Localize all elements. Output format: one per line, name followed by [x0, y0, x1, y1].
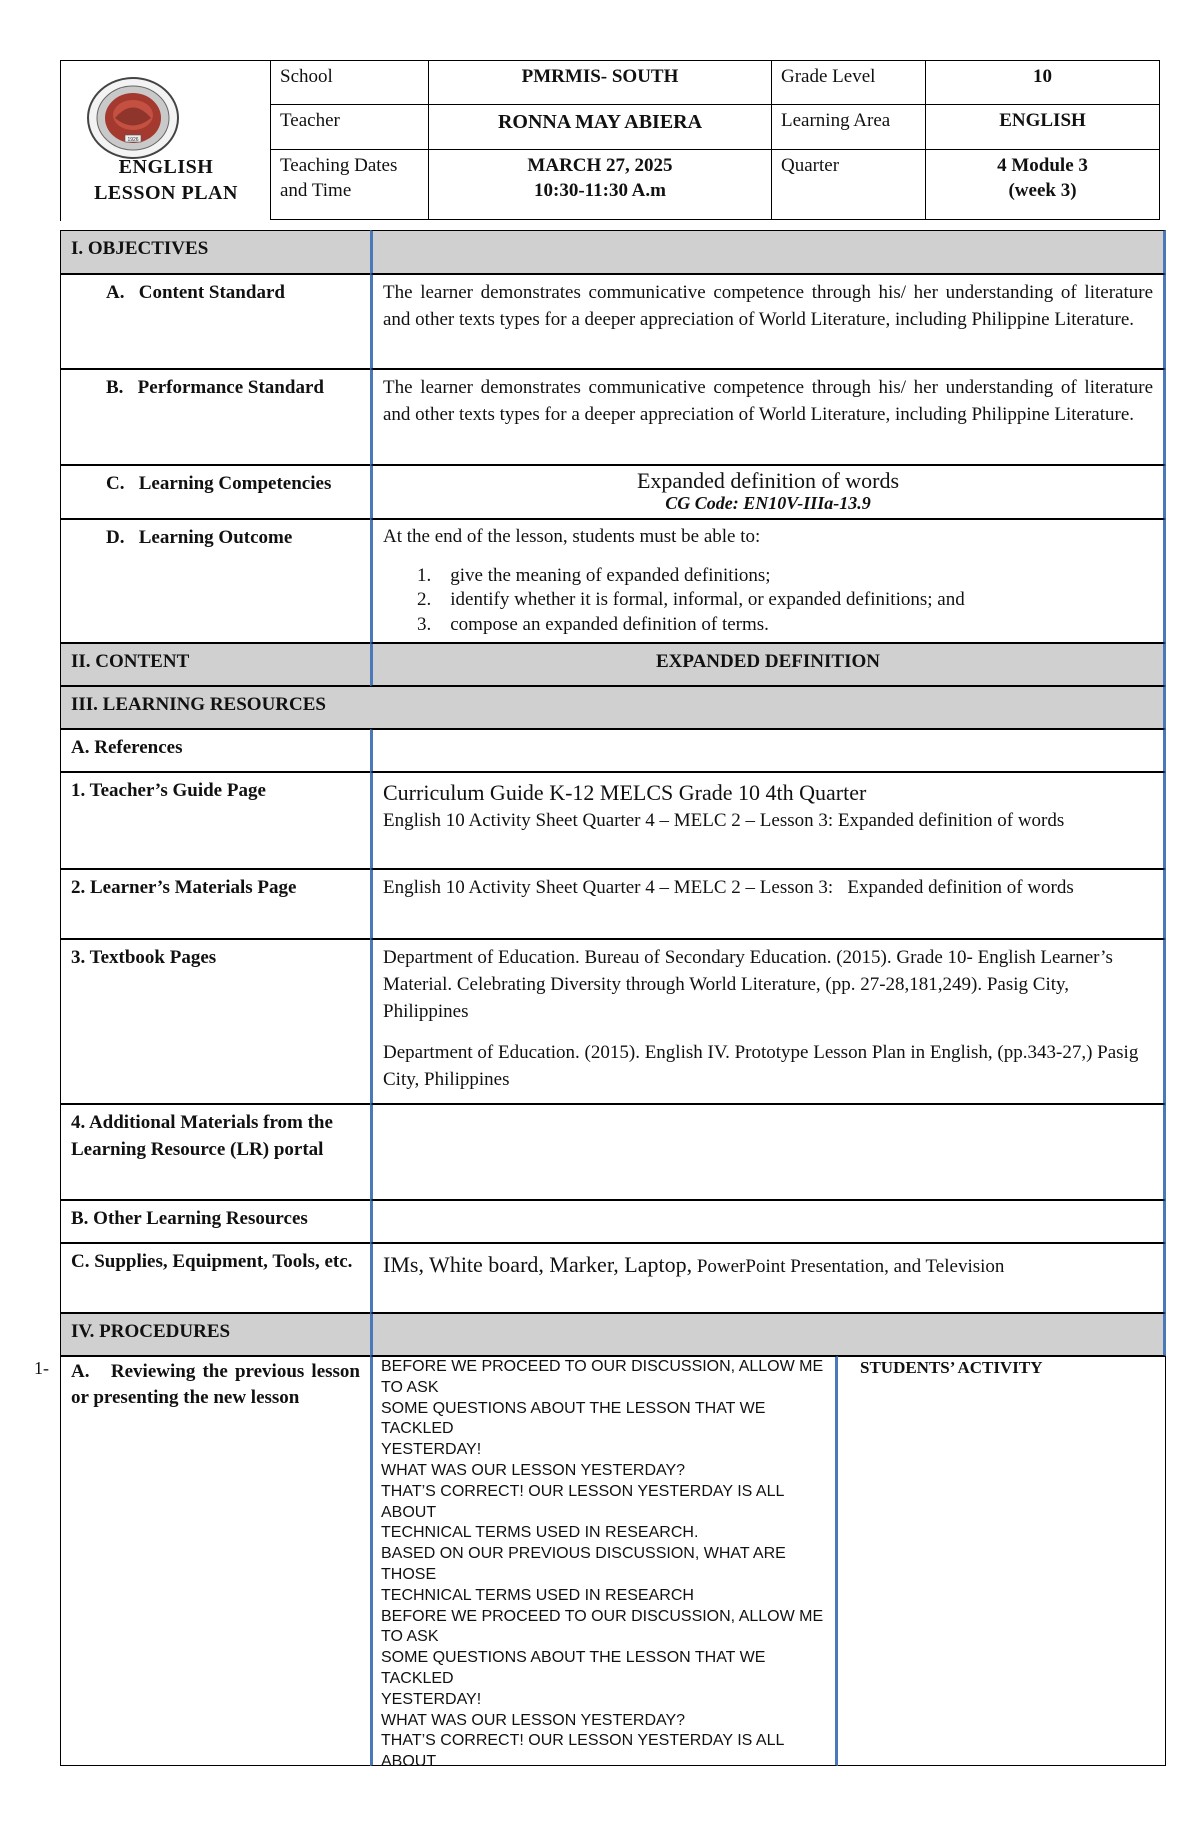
references-label: A. References — [60, 729, 370, 772]
teacher-line: SOME QUESTIONS ABOUT THE LESSON THAT WE TACKLED — [381, 1649, 766, 1687]
outcome-item: 3. compose an expanded definition of terms. — [417, 614, 769, 636]
textbook-reference-1: Department of Education. Bureau of Secondary Education. (2015). Grade 10- English Learner’s Material. Celebrating Diversity through World Literature, (pp. 27-28,181,249). Pasig City, Philippines — [383, 947, 1113, 1022]
references-blank — [370, 729, 1166, 772]
performance-standard-text: The learner demonstrates communicative competence through his/ her understanding of literature and other texts types for a deeper appreciation of World Literature, including Philippine Literature. — [370, 369, 1166, 465]
teachers-guide-line-2: English 10 Activity Sheet Quarter 4 – MELC 2 – Lesson 3: Expanded definition of words — [383, 810, 1065, 832]
teacher-line: YESTERDAY! — [381, 1690, 482, 1708]
supplies-label: C. Supplies, Equipment, Tools, etc. — [60, 1243, 370, 1313]
outcome-intro: At the end of the lesson, students must be able to: — [383, 526, 761, 547]
quarter-label: Quarter — [771, 149, 926, 220]
supplies-text-main: IMs, White board, Marker, Laptop, — [383, 1252, 693, 1277]
textbook-pages-label: 3. Textbook Pages — [60, 939, 370, 1104]
outcome-item: 2. identify whether it is formal, informal, or expanded definitions; and — [417, 589, 965, 611]
learners-materials-text: English 10 Activity Sheet Quarter 4 – MELC 2 – Lesson 3: Expanded definition of words — [370, 869, 1166, 939]
learning-competencies-row — [60, 465, 1166, 519]
learners-materials-row — [60, 869, 1166, 939]
additional-materials-row — [60, 1104, 1166, 1200]
references-row — [60, 729, 1166, 772]
teacher-activity-cell — [370, 1356, 838, 1771]
teacher-line: WHAT WAS OUR LESSON YESTERDAY? — [381, 1711, 686, 1729]
grade-value: 10 — [925, 60, 1160, 105]
resources-header-row — [60, 686, 1166, 729]
teacher-line: BASED ON OUR PREVIOUS DISCUSSION, WHAT ARE THOSE — [381, 1545, 786, 1583]
supplies-row — [60, 1243, 1166, 1313]
teacher-line: THAT’S CORRECT! OUR LESSON YESTERDAY IS ALL ABOUT — [381, 1732, 784, 1771]
quarter-value-line-2: (week 3) — [1008, 179, 1077, 201]
quarter-value-line-1: 4 Module 3 — [997, 155, 1088, 176]
teachers-guide-line-1: Curriculum Guide K-12 MELCS Grade 10 4th Quarter — [383, 780, 867, 805]
content-standard-label: A. Content Standard — [60, 274, 370, 369]
content-standard-text: The learner demonstrates communicative competence through his/ her understanding of literature and other texts types for a deeper appreciation of World Literature, including Philippine Literature. — [370, 274, 1166, 369]
dates-value-line-1: MARCH 27, 2025 — [527, 155, 673, 176]
procedures-header-blank — [370, 1313, 1166, 1356]
textbook-pages-cell — [370, 939, 1166, 1104]
logo-cell — [60, 60, 271, 221]
teacher-line: TECHNICAL TERMS USED IN RESEARCH — [381, 1586, 694, 1604]
additional-materials-label: 4. Additional Materials from the Learning Resource (LR) portal — [60, 1104, 370, 1200]
procedures-title: IV. PROCEDURES — [60, 1313, 370, 1356]
dates-label-line-2: and Time — [280, 179, 352, 201]
teacher-line: WHAT WAS OUR LESSON YESTERDAY? — [381, 1461, 686, 1479]
school-seal-logo — [85, 75, 181, 161]
teacher-label: Teacher — [270, 104, 429, 150]
learning-competencies-cell — [370, 465, 1166, 519]
teacher-line: YESTERDAY! — [381, 1441, 482, 1459]
textbook-pages-row — [60, 939, 1166, 1104]
teacher-line: TECHNICAL TERMS USED IN RESEARCH. — [381, 1524, 699, 1542]
teacher-line: THAT’S CORRECT! OUR LESSON YESTERDAY IS ALL ABOUT — [381, 1482, 784, 1521]
quarter-value — [925, 149, 1160, 220]
students-activity-cell — [838, 1356, 1166, 1766]
area-value: ENGLISH — [925, 104, 1160, 150]
supplies-text-rest: PowerPoint Presentation, and Television — [692, 1256, 1005, 1277]
dates-value — [428, 149, 772, 220]
performance-standard-label: B. Performance Standard — [60, 369, 370, 465]
teachers-guide-row — [60, 772, 1166, 869]
outcome-item: 1. give the meaning of expanded definitions; — [417, 564, 771, 586]
learning-competencies-label: C. Learning Competencies — [60, 465, 370, 519]
competency-text: Expanded definition of words — [636, 468, 900, 493]
performance-standard-row — [60, 369, 1166, 465]
dates-label-line-1: Teaching Dates — [280, 155, 398, 176]
objectives-header-row — [60, 230, 1166, 274]
teacher-line: BEFORE WE PROCEED TO OUR DISCUSSION, ALLOW ME TO ASK — [381, 1358, 824, 1396]
content-value: EXPANDED DEFINITION — [370, 643, 1166, 686]
seal-year: 1926 — [127, 137, 139, 143]
learning-outcome-cell — [370, 519, 1166, 643]
school-label: School — [270, 60, 429, 105]
teacher-value: RONNA MAY ABIERA — [428, 104, 772, 150]
content-row — [60, 643, 1166, 686]
outcome-list — [383, 564, 1153, 638]
dates-label — [270, 149, 429, 220]
additional-materials-blank — [370, 1104, 1166, 1200]
review-label: A. Reviewing the previous lesson or presenting the new lesson — [60, 1356, 370, 1766]
review-row — [60, 1356, 1166, 1771]
objectives-header-blank — [370, 230, 1166, 274]
plan-title-line-2: LESSON PLAN — [94, 182, 238, 205]
dates-value-line-2: 10:30-11:30 A.m — [534, 179, 666, 201]
grade-label: Grade Level — [771, 60, 926, 105]
learners-materials-label: 2. Learner’s Materials Page — [60, 869, 370, 939]
content-standard-row — [60, 274, 1166, 369]
resources-title: III. LEARNING RESOURCES — [60, 686, 1166, 729]
teacher-line: BEFORE WE PROCEED TO OUR DISCUSSION, ALLOW ME TO ASK — [381, 1607, 824, 1646]
teacher-line: SOME QUESTIONS ABOUT THE LESSON THAT WE TACKLED — [381, 1399, 766, 1438]
plan-title-line-1: ENGLISH — [118, 156, 214, 178]
other-resources-row — [60, 1200, 1166, 1243]
lesson-plan-header — [60, 60, 1160, 220]
plan-title — [61, 154, 271, 207]
textbook-reference-2: Department of Education. (2015). English IV. Prototype Lesson Plan in English, (pp.343-27,) Pasig City, Philippines — [383, 1041, 1139, 1090]
teachers-guide-cell — [370, 772, 1166, 869]
procedures-header-row — [60, 1313, 1166, 1356]
teachers-guide-label: 1. Teacher’s Guide Page — [60, 772, 370, 869]
area-label: Learning Area — [771, 104, 926, 150]
school-value: PMRMIS- SOUTH — [428, 60, 772, 105]
content-title: II. CONTENT — [60, 643, 370, 686]
students-activity-header: STUDENTS’ ACTIVITY — [860, 1358, 1043, 1377]
supplies-cell — [370, 1243, 1166, 1313]
margin-mark: 1- — [34, 1358, 49, 1378]
objectives-title: I. OBJECTIVES — [60, 230, 370, 274]
learning-outcome-row — [60, 519, 1166, 643]
learning-outcome-label: D. Learning Outcome — [60, 519, 370, 643]
other-resources-blank — [370, 1200, 1166, 1243]
competency-code: CG Code: EN10V-IIIa-13.9 — [665, 493, 871, 514]
other-resources-label: B. Other Learning Resources — [60, 1200, 370, 1243]
